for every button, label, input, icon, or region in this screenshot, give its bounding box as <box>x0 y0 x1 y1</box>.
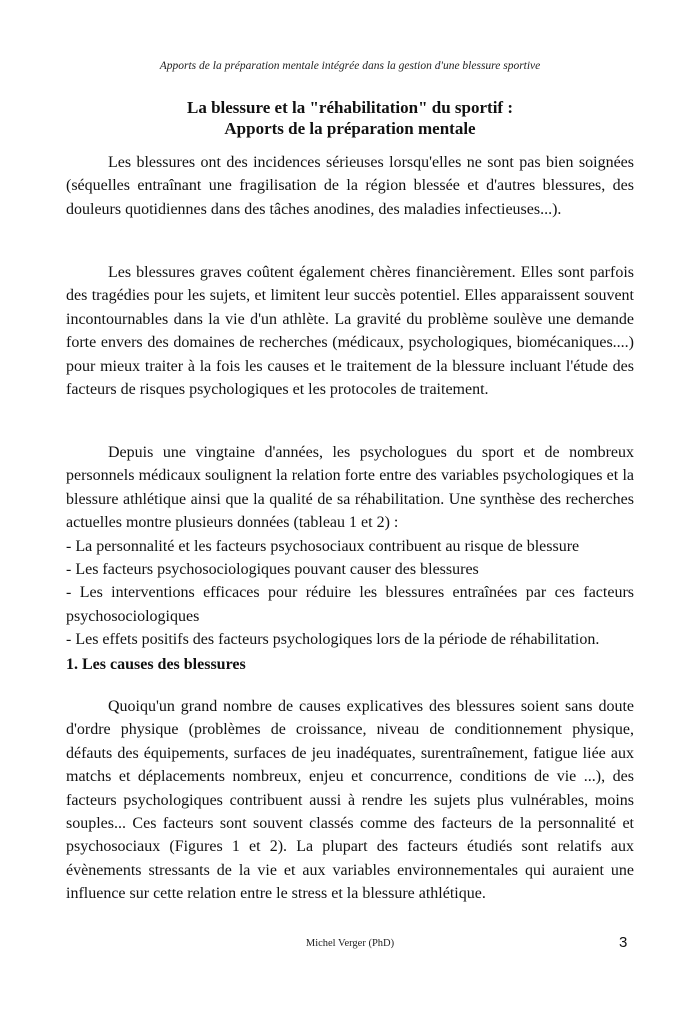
paragraph-3 <box>66 441 634 652</box>
bullet-item: - La personnalité et les facteurs psychosociaux contribuent au risque de blessure <box>66 537 580 555</box>
page-title <box>0 97 700 139</box>
running-header: Apports de la préparation mentale intégrée dans la gestion d'une blessure sportive <box>159 60 541 72</box>
title-line-1: La blessure et la "réhabilitation" du sportif : <box>187 98 513 117</box>
bullet-item: - Les facteurs psychosociologiques pouvant causer des blessures <box>66 561 479 579</box>
paragraph-text: Les blessures ont des incidences sérieuses lorsqu'elles ne sont pas bien soignées (séquelles entraînant une fragilisation de la région blessée et d'autres blessures, des douleurs quotidiennes dans des tâches anodines, des maladies infectieuses...). <box>66 154 634 218</box>
bullet-item: - Les effets positifs des facteurs psychologiques lors de la période de réhabilitation. <box>66 631 600 649</box>
section-heading: 1. Les causes des blessures <box>66 656 246 673</box>
paragraph-text: Les blessures graves coûtent également chères financièrement. Elles sont parfois des tragédies pour les sujets, et limitent leur succès potentiel. Elles apparaissent souvent incontournables dans la vie d'un athlète. La gravité du problème soulève une demande forte envers des domaines de recherches (médicaux, psychologiques, biomécaniques....) pour mieux traiter à la fois les causes et le traitement de la blessure incluant l'étude des facteurs de risques psychologiques et les protocoles de traitement. <box>66 264 634 399</box>
paragraph-1 <box>66 151 634 221</box>
paragraph-text: Depuis une vingtaine d'années, les psychologues du sport et de nombreux personnels médicaux soulignent la relation forte entre des variables psychologiques et la blessure athlétique ainsi que la qualité de sa réhabilitation. Une synthèse des recherches actuelles montre plusieurs données (tableau 1 et 2) : <box>66 444 634 532</box>
footer-author: Michel Verger (PhD) <box>305 938 395 949</box>
paragraph-2 <box>66 261 634 401</box>
paragraph-text: Quoiqu'un grand nombre de causes explicatives des blessures soient sans doute d'ordre physique (problèmes de croissance, niveau de conditionnement physique, défauts des équipements, surfaces de jeu inadéquates, surentraînement, fatigue liée aux matchs et déplacements nombreux, enjeu et concurrence, conditions de vie ...), des facteurs psychologiques contribuent aussi à rendre les sujets plus vulnérables, moins souples... Ces facteurs sont souvent classés comme des facteurs de la personnalité et psychosociaux (Figures 1 et 2). La plupart des facteurs étudiés sont relatifs aux évènements stressants de la vie et aux variables environnementales qui auraient une influence sur cette relation entre le stress et la blessure athlétique. <box>66 698 634 903</box>
bullet-item: - Les interventions efficaces pour réduire les blessures entraînées par ces facteurs psychosociologiques <box>66 584 634 625</box>
page-number: 3 <box>619 934 628 951</box>
section-1-paragraph <box>66 695 634 906</box>
title-line-2: Apports de la préparation mentale <box>224 119 476 138</box>
